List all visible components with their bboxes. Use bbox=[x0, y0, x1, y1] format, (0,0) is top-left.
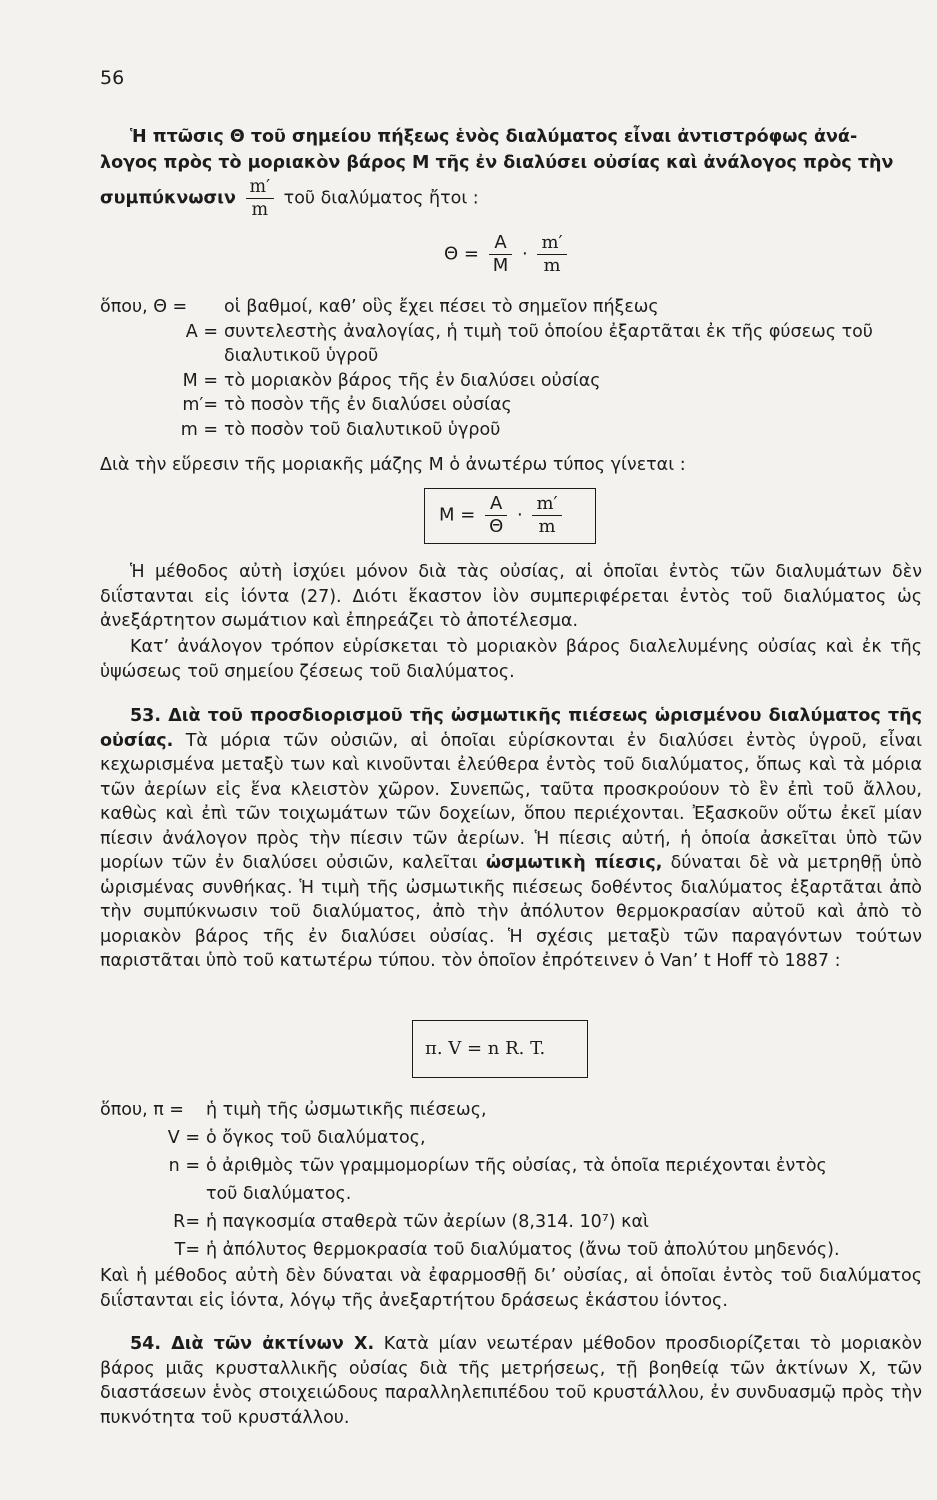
formula1-dot: · bbox=[521, 243, 528, 265]
molar-mass-line: Διὰ τὴν εὕρεσιν τῆς μοριακῆς μάζης Μ ὁ ἀνωτέρω τύπος γίνεται : bbox=[100, 455, 686, 475]
definition-row bbox=[100, 1208, 922, 1236]
formula2-f1-den: Θ bbox=[489, 516, 504, 537]
intro-paragraph bbox=[100, 124, 922, 176]
section-54 bbox=[100, 1332, 922, 1430]
section-53-text-b: δύναται δὲ νὰ μετρηθῇ ὑπὸ ὡρισμένας συνθήκας. Ἡ τιμὴ τῆς ὠσμωτικῆς πιέσεως δοθέντος διαλύματος ἐξαρτᾶται ἀπὸ τὴν συμπύκνωσιν τοῦ διαλύματος, ἀπὸ τὴν ἀπόλυτον θερμοκρασίαν αὐτοῦ καὶ ἀπὸ τὸ μοριακὸν βάρος τῆς ἐν διαλύσει οὐσίας. Ἡ σχέσις μεταξὺ τῶν παραγόντων τούτων παριστᾶται ὑπὸ τοῦ κατωτέρω τύπου. τὸν ὁποῖον ἐπρότεινεν ὁ Van’ t Hoff τὸ 1887 : bbox=[100, 853, 922, 971]
definition-symbol: ὅπου, π = bbox=[100, 1100, 184, 1120]
definition-text: τὸ ποσὸν τῆς ἐν διαλύσει οὐσίας bbox=[224, 395, 512, 415]
definition-text: διαλυτικοῦ ὑγροῦ bbox=[224, 346, 379, 366]
definition-symbol: n = bbox=[168, 1156, 200, 1176]
definition-symbol bbox=[100, 344, 224, 369]
formula1-f1-num: Α bbox=[489, 232, 513, 255]
formula2-f2-den: m bbox=[538, 516, 556, 537]
formula2-lhs: Μ = bbox=[439, 504, 476, 526]
section-53-heading: 53. Διὰ τοῦ προσδιορισμοῦ τῆς ὠσμωτικῆς πιέσεως ὡρισμένου διαλύματος τῆς οὐσίας. bbox=[100, 706, 922, 751]
intro-line-2: λογος πρὸς τὸ μοριακὸν βάρος Μ τῆς ἐν διαλύσει οὐσίας καὶ ἀνάλογος πρὸς τὴν bbox=[100, 153, 894, 173]
formula-vanthoff-box bbox=[412, 1020, 588, 1078]
definition-text: ὁ ὄγκος τοῦ διαλύματος, bbox=[206, 1128, 426, 1148]
definition-symbol: T= bbox=[174, 1240, 200, 1260]
formula-molar bbox=[439, 493, 566, 538]
definition-symbol: R= bbox=[173, 1212, 200, 1232]
definitions-osmotic bbox=[100, 1096, 922, 1264]
section-53-term: ὠσμωτικὴ πίεσις, bbox=[485, 853, 663, 873]
definition-symbol: m = bbox=[180, 419, 218, 440]
paragraph-ions: Ἡ μέθοδος αὐτὴ ἰσχύει μόνον διὰ τὰς οὐσίας, αἱ ὁποῖαι ἐντὸς τῶν διαλυμάτων δὲν διΐστανται εἰς ἰόντα (27). Διότι ἕκαστον ἰὸν συμπεριφέρεται ἐντὸς τοῦ διαλύματος ὡς ἀνεξάρτητον σωμάτιον καὶ ἐπηρεάζει τὸ ἀποτέλεσμα. bbox=[100, 562, 922, 631]
definition-text: ἡ ἀπόλυτος θερμοκρασία τοῦ διαλύματος (ἄνω τοῦ ἀπολύτου μηδενός). bbox=[206, 1240, 840, 1260]
formula-molar-box bbox=[424, 488, 596, 544]
intro-fraction bbox=[246, 176, 275, 221]
definition-row bbox=[100, 320, 922, 345]
page-number: 56 bbox=[100, 67, 125, 89]
intro-fraction-den: m bbox=[251, 200, 269, 220]
section-54-text: Κατὰ μίαν νεωτέραν μέθοδον προσδιορίζεται τὸ μοριακὸν βάρος μιᾶς κρυσταλλικῆς οὐσίας διὰ τῆς μετρήσεως, τῇ βοηθείᾳ τῶν ἀκτίνων Χ, τῶν διαστάσεων ἑνὸς στοιχειώδους παραλληλεπιπέδου τοῦ κρυστάλλου, ἐν συνδυασμῷ πρὸς τὴν πυκνότητα τοῦ κρυστάλλου. bbox=[100, 1334, 922, 1428]
section-53 bbox=[100, 704, 922, 974]
definition-text: τοῦ διαλύματος. bbox=[206, 1184, 352, 1204]
formula1-fraction-a bbox=[489, 232, 513, 277]
formula2-f1-num: Α bbox=[485, 493, 507, 516]
definition-symbol bbox=[100, 1180, 206, 1208]
formula2-fraction-a bbox=[485, 493, 507, 538]
definition-row bbox=[100, 344, 922, 369]
definition-row bbox=[100, 1152, 922, 1180]
formula1-fraction-b bbox=[537, 232, 566, 277]
intro-line-3-pre: συμπύκνωσιν bbox=[100, 188, 236, 209]
definition-text: ἡ παγκοσμία σταθερὰ τῶν ἀερίων (8,314. 10⁷) καὶ bbox=[206, 1212, 649, 1232]
formula2-dot: · bbox=[516, 504, 523, 526]
definition-text: οἱ βαθμοί, καθ’ οὓς ἔχει πέσει τὸ σημεῖον πήξεως bbox=[224, 297, 659, 317]
definition-symbol: V = bbox=[167, 1128, 200, 1148]
definition-symbol: Α = bbox=[185, 321, 218, 342]
definition-text: τὸ μοριακὸν βάρος τῆς ἐν διαλύσει οὐσίας bbox=[224, 370, 601, 391]
definitions-freezing bbox=[100, 295, 922, 442]
formula1-f2-num: m′ bbox=[537, 232, 566, 255]
formula2-fraction-b bbox=[532, 493, 561, 538]
intro-line-3-post: τοῦ διαλύματος ἤτοι : bbox=[283, 188, 479, 209]
section-53-text-a: Τὰ μόρια τῶν οὐσιῶν, αἱ ὁποῖαι εὑρίσκονται ἐν διαλύσει ἐντὸς ὑγροῦ, εἶναι κεχωρισμένα μεταξὺ των καὶ κινοῦνται ἐλεύθερα ἐντὸς τοῦ διαλύματος, ὅπως καὶ τὰ μόρια τῶν ἀερίων εἰς ἕνα κλειστὸν χῶρον. Συνεπῶς, ταῦτα προσκρούουν τὸ ἓν ἐπὶ τοῦ ἄλλου, καθὼς καὶ ἐπὶ τῶν τοιχωμάτων τῶν δοχείων, ὅπου περιέχονται. Ἐξασκοῦν οὕτω ἐκεῖ μίαν πίεσιν ἀνάλογον πρὸς τὴν πίεσιν τῶν ἀερίων. Ἡ πίεσις αὐτή, ἡ ὁποία ἀσκεῖται ὑπὸ τῶν μορίων τῶν ἐν διαλύσει οὐσιῶν, καλεῖται bbox=[100, 730, 922, 873]
definition-text: συντελεστὴς ἀναλογίας, ἡ τιμὴ τοῦ ὁποίου ἐξαρτᾶται ἐκ τῆς φύσεως τοῦ bbox=[224, 321, 873, 342]
intro-fraction-num: m′ bbox=[246, 176, 275, 199]
definition-symbol: Μ = bbox=[182, 370, 218, 391]
section-54-heading: 54. Διὰ τῶν ἀκτίνων Χ. bbox=[130, 1334, 375, 1354]
definition-row bbox=[100, 295, 922, 320]
formula-vanthoff: π. V = n R. T. bbox=[425, 1038, 546, 1059]
formula1-f2-den: m bbox=[543, 255, 561, 276]
definition-row bbox=[100, 369, 922, 394]
definition-row bbox=[100, 1236, 922, 1264]
definition-row bbox=[100, 1124, 922, 1152]
paragraph-method-limit: Καὶ ἡ μέθοδος αὐτὴ δὲν δύναται νὰ ἐφαρμοσθῇ δι’ οὐσίας, αἱ ὁποῖαι ἐντὸς τοῦ διαλύματος διΐστανται εἰς ἰόντα, λόγῳ τῆς ἀνεξαρτήτου δράσεως ἑκάστου ἰόντος. bbox=[100, 1266, 922, 1311]
definition-symbol: ὅπου, Θ = bbox=[100, 297, 188, 317]
definition-row bbox=[100, 393, 922, 418]
definition-text: ὁ ἀριθμὸς τῶν γραμμομορίων τῆς οὐσίας, τὰ ὁποῖα περιέχονται ἐντὸς bbox=[206, 1156, 827, 1176]
intro-line-1: Ἡ πτῶσις Θ τοῦ σημείου πήξεως ἑνὸς διαλύματος εἶναι ἀντιστρόφως ἀνά- bbox=[130, 127, 858, 147]
formula2-f2-num: m′ bbox=[532, 493, 561, 516]
definition-text: τὸ ποσὸν τοῦ διαλυτικοῦ ὑγροῦ bbox=[224, 419, 501, 440]
definition-symbol: m′= bbox=[182, 395, 218, 415]
formula-freezing bbox=[444, 232, 571, 277]
definition-text: ἡ τιμὴ τῆς ὠσμωτικῆς πιέσεως, bbox=[206, 1100, 487, 1120]
intro-line-3 bbox=[100, 176, 922, 221]
definition-row bbox=[100, 1096, 922, 1124]
definition-row bbox=[100, 1180, 922, 1208]
paragraph-boiling: Κατ’ ἀνάλογον τρόπον εὑρίσκεται τὸ μοριακὸν βάρος διαλελυμένης οὐσίας καὶ ἐκ τῆς ὑψώσεως τοῦ σημείου ζέσεως τοῦ διαλύματος. bbox=[100, 637, 922, 682]
definition-row bbox=[100, 418, 922, 443]
formula1-lhs: Θ = bbox=[444, 243, 479, 265]
formula1-f1-den: Μ bbox=[492, 255, 509, 276]
